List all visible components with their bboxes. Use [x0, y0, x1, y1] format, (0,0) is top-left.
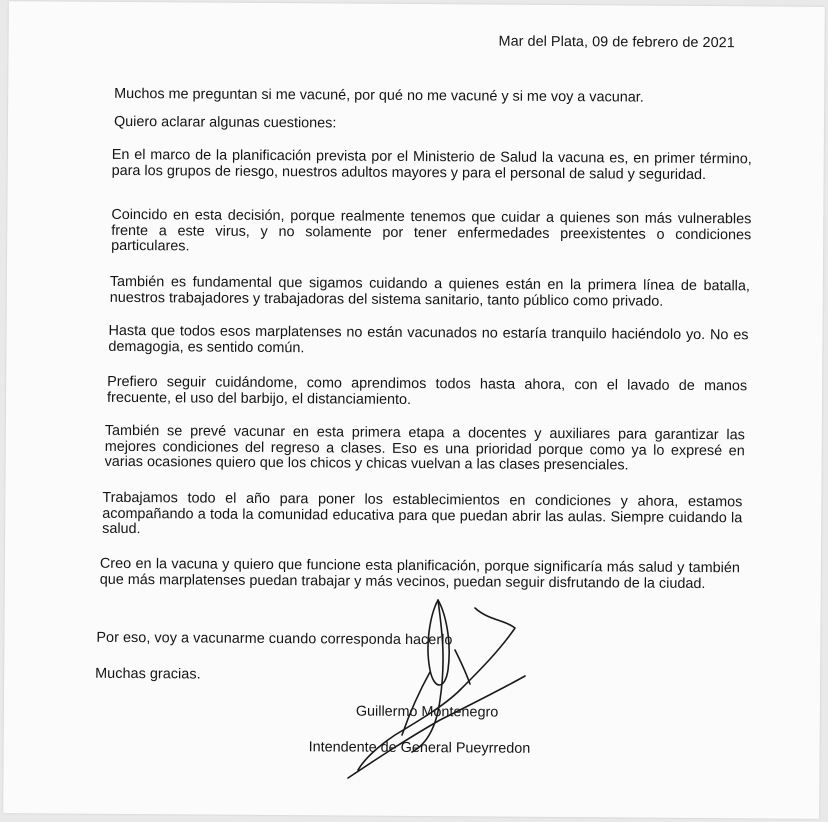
paragraph-frontline: También es fundamental que sigamos cuidando a quienes están en la primera línea de batalla, nuestros trabajadores y trabajadoras del sistema sanitario, tanto público como privado. — [109, 273, 750, 310]
paragraph-vaccine: Creo en la vacuna y quiero que funcione esta planificación, porque significaría más salud y también que más marplatenses puedan trabajar y más vecinos, puedan seguir disfrutando de la ciudad. — [99, 555, 740, 592]
letter-date: Mar del Plata, 09 de febrero de 2021 — [498, 33, 735, 52]
letter-page — [3, 1, 825, 819]
paragraph-closing: Por eso, voy a vacunarme cuando corresponda hacerlo — [96, 629, 453, 649]
paragraph-agreement: Coincido en esta decisión, porque realmente tenemos que cuidar a quienes son más vulnerables frente a este virus, y no solamente por tener enfermedades preexistentes o condiciones particulares. — [111, 206, 752, 255]
paragraph-care: Prefiero seguir cuidándome, como aprendimos todos hasta ahora, con el lavado de manos frecuente, el uso del barbijo, el distanciamiento. — [107, 373, 748, 408]
paragraph-teachers: También se prevé vacunar en esta primera etapa a docentes y auxiliares para garantizar las mejores condiciones del regreso a clases. Eso es una prioridad porque como ya lo expresé en varias ocasiones quiero que los chicos y chicas vuelvan a las clases presenciales. — [104, 422, 745, 474]
paragraph-intro: Muchos me preguntan si me vacuné, por qué no me vacuné y si me voy a vacunar. — [114, 85, 644, 106]
signatory-name: Guillermo Montenegro — [355, 703, 499, 721]
paragraph-clarify: Quiero aclarar algunas cuestiones: — [113, 113, 337, 132]
paragraph-thanks: Muchas gracias. — [95, 665, 201, 683]
paragraph-planning: En el marco de la planificación prevista por el Ministerio de Salud la vacuna es, en primer término, para los grupos de riesgo, nuestros adultos mayores y para el personal de salud y seguridad. — [111, 146, 752, 183]
paragraph-schools: Trabajamos todo el año para poner los establecimientos en condiciones y ahora, estamos acompañando a toda la comunidad educativa para que puedan abrir las aulas. Siempre cuidando la salud. — [102, 489, 743, 538]
signatory-title: Intendente de General Pueyrredon — [308, 739, 531, 757]
paragraph-waiting: Hasta que todos esos marplatenses no están vacunados no estaría tranquilo haciéndolo yo. No es demagogia, es sentido común. — [108, 322, 749, 356]
